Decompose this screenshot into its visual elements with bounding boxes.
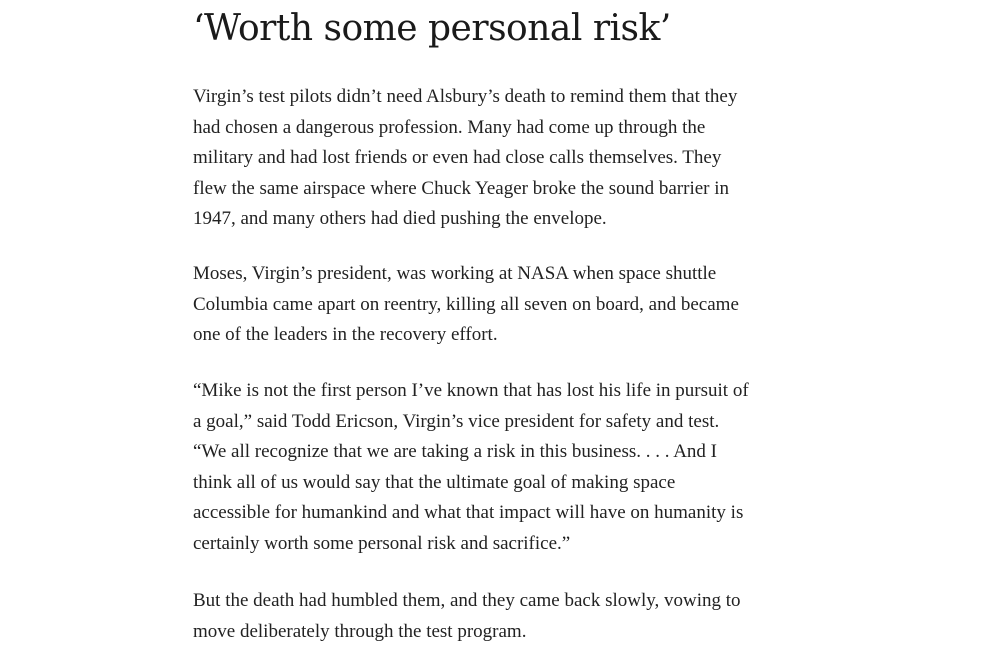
paragraph-line: Virgin’s test pilots didn’t need Alsbury’s death to remind them that they — [193, 86, 738, 107]
paragraph-line: accessible for humankind and what that impact will have on humanity is — [193, 502, 744, 523]
paragraph-line: “Mike is not the first person I’ve known that has lost his life in pursuit of — [193, 380, 749, 401]
paragraph-line: But the death had humbled them, and they came back slowly, vowing to — [193, 590, 741, 611]
paragraph-4 — [193, 586, 833, 647]
paragraph-line: “We all recognize that we are taking a risk in this business. . . . And I — [193, 441, 717, 462]
paragraph-line: move deliberately through the test program. — [193, 620, 527, 642]
paragraph-line: certainly worth some personal risk and sacrifice.” — [193, 532, 571, 554]
paragraph-1 — [193, 82, 833, 235]
paragraph-2 — [193, 259, 833, 351]
paragraph-line: had chosen a dangerous profession. Many had come up through the — [193, 116, 706, 138]
paragraph-line: Columbia came apart on reentry, killing all seven on board, and became — [193, 293, 739, 315]
paragraph-line: flew the same airspace where Chuck Yeager broke the sound barrier in — [193, 177, 730, 199]
section-heading: ‘Worth some personal risk’ — [193, 8, 671, 49]
paragraph-line: 1947, and many others had died pushing the envelope. — [193, 208, 607, 229]
paragraph-line: think all of us would say that the ultimate goal of making space — [193, 471, 676, 493]
paragraph-line: military and had lost friends or even had close calls themselves. They — [193, 147, 722, 168]
paragraph-line: Moses, Virgin’s president, was working at NASA when space shuttle — [193, 263, 717, 284]
paragraph-line: a goal,” said Todd Ericson, Virgin’s vice president for safety and test. — [193, 410, 720, 432]
paragraph-line: one of the leaders in the recovery effort. — [193, 324, 498, 345]
paragraph-3 — [193, 376, 833, 559]
